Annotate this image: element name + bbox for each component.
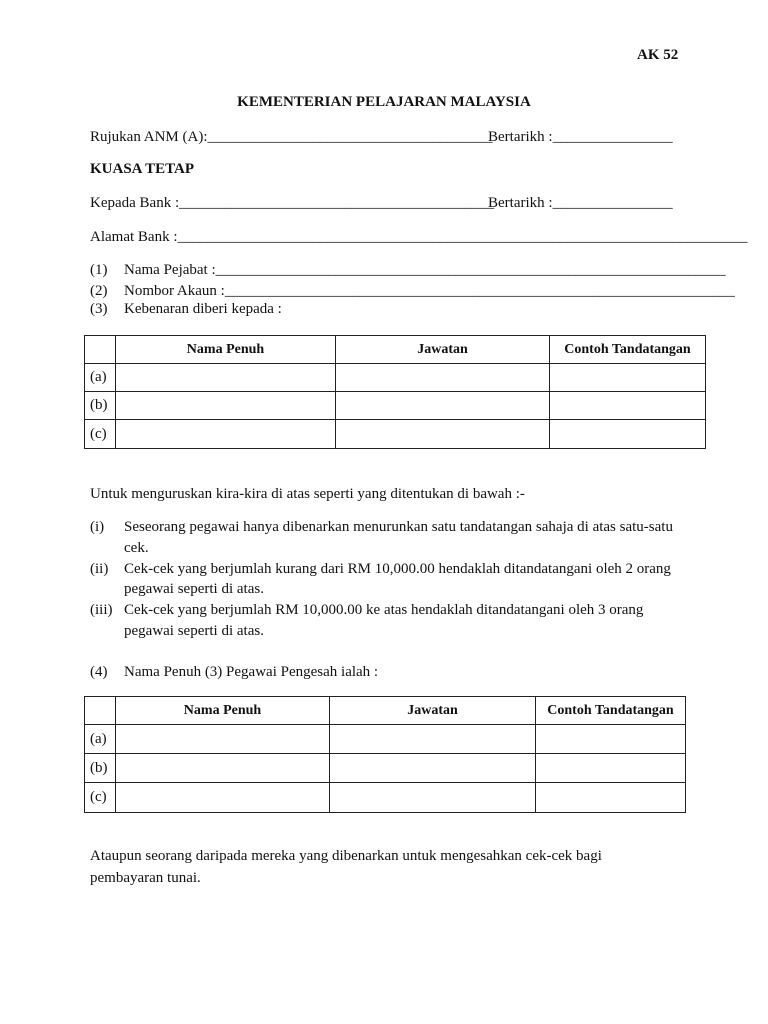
table2-header-blank — [85, 697, 116, 725]
item-1-blank[interactable]: ____________________________________________________________________ — [215, 262, 726, 278]
signature-cell[interactable] — [550, 392, 706, 420]
name-cell[interactable] — [116, 420, 336, 449]
position-cell[interactable] — [336, 392, 550, 420]
row-label: (a) — [85, 725, 116, 754]
name-cell[interactable] — [116, 725, 330, 754]
item-4-label: Nama Penuh (3) Pegawai Pengesah ialah : — [124, 664, 379, 680]
item-1 — [124, 262, 726, 279]
bank-label: Kepada Bank : — [90, 195, 180, 211]
signature-cell[interactable] — [536, 725, 686, 754]
table-row — [85, 783, 686, 813]
signature-cell[interactable] — [536, 754, 686, 783]
rule-3-num: (iii) — [90, 602, 113, 618]
item-3-label: Kebenaran diberi kepada : — [124, 301, 282, 317]
footer-line1: Ataupun seorang daripada mereka yang dibenarkan untuk mengesahkan cek-cek bagi — [90, 848, 602, 864]
position-cell[interactable] — [330, 783, 536, 813]
address-label: Alamat Bank : — [90, 229, 178, 245]
reference-date-blank[interactable]: ________________ — [552, 129, 673, 145]
rule-2-line1: Cek-cek yang berjumlah kurang dari RM 10,000.00 hendaklah ditandatangani oleh 2 orang — [124, 561, 671, 577]
table1-header-signature: Contoh Tandatangan — [550, 336, 706, 364]
signature-cell[interactable] — [536, 783, 686, 813]
name-cell[interactable] — [116, 783, 330, 813]
form-code: AK 52 — [637, 47, 679, 63]
table-row — [85, 364, 706, 392]
row-label: (c) — [85, 420, 116, 449]
page-title: KEMENTERIAN PELAJARAN MALAYSIA — [237, 94, 531, 110]
instructions-intro: Untuk menguruskan kira-kira di atas seperti yang ditentukan di bawah :- — [90, 486, 525, 502]
rule-1-line2: cek. — [124, 540, 149, 556]
rule-3-line2: pegawai seperti di atas. — [124, 623, 264, 639]
table-row — [85, 754, 686, 783]
bank-date — [488, 195, 673, 212]
position-cell[interactable] — [330, 754, 536, 783]
rule-1-line1: Seseorang pegawai hanya dibenarkan menurunkan satu tandatangan sahaja di atas satu-satu — [124, 519, 673, 535]
table2-header-signature: Contoh Tandatangan — [536, 697, 686, 725]
section-title: KUASA TETAP — [90, 161, 195, 177]
table1-header-position: Jawatan — [336, 336, 550, 364]
item-2 — [124, 283, 735, 300]
footer-line2: pembayaran tunai. — [90, 870, 201, 886]
reference-date-label: Bertarikh : — [488, 129, 553, 145]
address-blank[interactable]: ____________________________________________________________________________ — [177, 229, 748, 245]
position-cell[interactable] — [330, 725, 536, 754]
row-label: (c) — [85, 783, 116, 813]
row-label: (a) — [85, 364, 116, 392]
item-2-label: Nombor Akaun : — [124, 283, 225, 299]
rule-3-line1: Cek-cek yang berjumlah RM 10,000.00 ke atas hendaklah ditandatangani oleh 3 orang — [124, 602, 644, 618]
item-4-num: (4) — [90, 664, 108, 680]
name-cell[interactable] — [116, 754, 330, 783]
reference-label: Rujukan ANM (A): — [90, 129, 208, 145]
item-2-blank[interactable]: ____________________________________________________________________ — [224, 283, 735, 299]
signature-cell[interactable] — [550, 364, 706, 392]
signature-cell[interactable] — [550, 420, 706, 449]
authorized-signers-table — [84, 335, 706, 449]
bank-date-blank[interactable]: ________________ — [552, 195, 673, 211]
table-row — [85, 420, 706, 449]
position-cell[interactable] — [336, 420, 550, 449]
rule-1-num: (i) — [90, 519, 105, 535]
table2-header-position: Jawatan — [330, 697, 536, 725]
rule-2-line2: pegawai seperti di atas. — [124, 581, 264, 597]
item-3-num: (3) — [90, 301, 108, 317]
reference-blank[interactable]: ______________________________________ — [207, 129, 493, 145]
row-label: (b) — [85, 754, 116, 783]
table1-header-name: Nama Penuh — [116, 336, 336, 364]
table1-header-blank — [85, 336, 116, 364]
item-1-label: Nama Pejabat : — [124, 262, 216, 278]
bank-blank[interactable]: __________________________________________ — [179, 195, 495, 211]
reference-line — [90, 129, 493, 146]
bank-line — [90, 195, 494, 212]
item-2-num: (2) — [90, 283, 108, 299]
bank-date-label: Bertarikh : — [488, 195, 553, 211]
verifying-officers-table — [84, 696, 686, 813]
reference-date — [488, 129, 673, 146]
table-row — [85, 725, 686, 754]
item-1-num: (1) — [90, 262, 108, 278]
row-label: (b) — [85, 392, 116, 420]
name-cell[interactable] — [116, 392, 336, 420]
address-line — [90, 229, 748, 246]
name-cell[interactable] — [116, 364, 336, 392]
rule-2-num: (ii) — [90, 561, 109, 577]
position-cell[interactable] — [336, 364, 550, 392]
table-row — [85, 392, 706, 420]
table2-header-name: Nama Penuh — [116, 697, 330, 725]
